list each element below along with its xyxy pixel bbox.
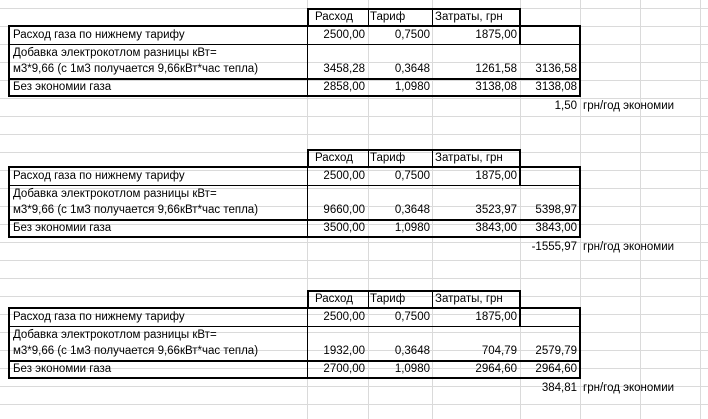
addition-tariff[interactable]: 0,3648	[394, 63, 430, 75]
gas-low-costs[interactable]: 1875,00	[475, 311, 517, 323]
label-no-savings: Без экономии газа	[13, 222, 112, 234]
gas-low-consumption[interactable]: 2500,00	[323, 170, 365, 182]
addition-consumption[interactable]: 1932,00	[323, 345, 365, 357]
gas-low-costs[interactable]: 1875,00	[475, 29, 517, 41]
no-savings-costs[interactable]: 3843,00	[475, 222, 517, 234]
addition-total[interactable]: 5398,97	[535, 204, 577, 216]
no-savings-total[interactable]: 3138,08	[535, 81, 577, 93]
label-addition-line2: м3*9,66 (с 1м3 получается 9,66кВт*час тепла)	[13, 63, 259, 75]
gas-low-costs[interactable]: 1875,00	[475, 170, 517, 182]
header-tariff: Тариф	[370, 11, 406, 23]
label-gas-low: Расход газа по нижнему тарифу	[13, 170, 185, 182]
no-savings-tariff[interactable]: 1,0980	[394, 222, 430, 234]
gas-low-consumption[interactable]: 2500,00	[323, 311, 365, 323]
label-no-savings: Без экономии газа	[13, 81, 112, 93]
no-savings-total[interactable]: 3843,00	[535, 222, 577, 234]
addition-total[interactable]: 3136,58	[535, 63, 577, 75]
addition-costs[interactable]: 704,79	[481, 345, 517, 357]
gas-low-tariff[interactable]: 0,7500	[394, 311, 430, 323]
label-gas-low: Расход газа по нижнему тарифу	[13, 29, 185, 41]
savings-suffix: грн/год экономии	[583, 100, 675, 112]
label-addition-line1: Добавка электрокотлом разницы кВт=	[13, 47, 217, 59]
gas-low-tariff[interactable]: 0,7500	[394, 29, 430, 41]
label-addition-line2: м3*9,66 (с 1м3 получается 9,66кВт*час тепла)	[13, 204, 259, 216]
header-costs: Затраты, грн	[435, 11, 503, 23]
header-costs: Затраты, грн	[435, 293, 503, 305]
label-addition-line2: м3*9,66 (с 1м3 получается 9,66кВт*час тепла)	[13, 345, 259, 357]
header-consumption: Расход	[315, 11, 353, 23]
savings-value[interactable]: 1,50	[554, 100, 577, 112]
header-tariff: Тариф	[370, 152, 406, 164]
addition-consumption[interactable]: 9660,00	[323, 204, 365, 216]
label-no-savings: Без экономии газа	[13, 363, 112, 375]
addition-costs[interactable]: 3523,97	[475, 204, 517, 216]
savings-suffix: грн/год экономии	[583, 241, 675, 253]
no-savings-costs[interactable]: 3138,08	[475, 81, 517, 93]
gas-low-consumption[interactable]: 2500,00	[323, 29, 365, 41]
addition-costs[interactable]: 1261,58	[475, 63, 517, 75]
savings-suffix: грн/год экономии	[583, 382, 675, 394]
no-savings-consumption[interactable]: 2858,00	[323, 81, 365, 93]
header-consumption: Расход	[315, 152, 353, 164]
addition-tariff[interactable]: 0,3648	[394, 345, 430, 357]
savings-value[interactable]: 384,81	[541, 382, 577, 394]
gas-low-tariff[interactable]: 0,7500	[394, 170, 430, 182]
header-costs: Затраты, грн	[435, 152, 503, 164]
label-addition-line1: Добавка электрокотлом разницы кВт=	[13, 329, 217, 341]
savings-value[interactable]: -1555,97	[531, 241, 577, 253]
addition-total[interactable]: 2579,79	[535, 345, 577, 357]
label-addition-line1: Добавка электрокотлом разницы кВт=	[13, 188, 217, 200]
addition-consumption[interactable]: 3458,28	[323, 63, 365, 75]
no-savings-consumption[interactable]: 3500,00	[323, 222, 365, 234]
no-savings-consumption[interactable]: 2700,00	[323, 363, 365, 375]
header-tariff: Тариф	[370, 293, 406, 305]
no-savings-tariff[interactable]: 1,0980	[394, 363, 430, 375]
no-savings-total[interactable]: 2964,60	[535, 363, 577, 375]
header-consumption: Расход	[315, 293, 353, 305]
no-savings-costs[interactable]: 2964,60	[475, 363, 517, 375]
label-gas-low: Расход газа по нижнему тарифу	[13, 311, 185, 323]
no-savings-tariff[interactable]: 1,0980	[394, 81, 430, 93]
addition-tariff[interactable]: 0,3648	[394, 204, 430, 216]
